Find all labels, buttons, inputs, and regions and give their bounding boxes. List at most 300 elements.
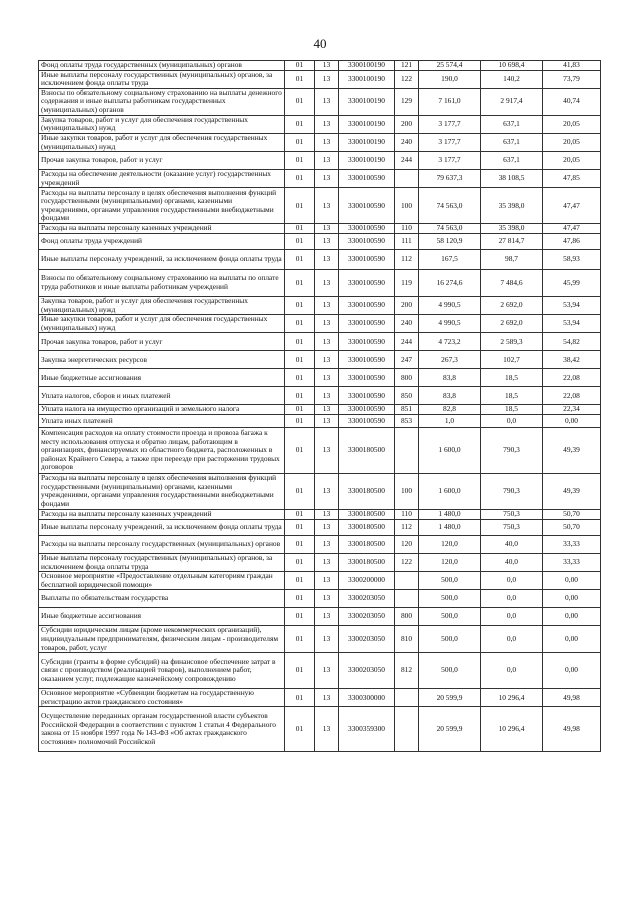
cell-exec: 637,1 xyxy=(481,115,543,133)
cell-sub: 13 xyxy=(315,405,339,415)
cell-type xyxy=(395,707,419,752)
table-row xyxy=(39,427,601,473)
cell-type: 110 xyxy=(395,224,419,234)
table-row xyxy=(39,590,601,608)
cell-exec: 0,0 xyxy=(481,414,543,427)
cell-exec: 790,3 xyxy=(481,427,543,473)
cell-art: 3300203050 xyxy=(339,590,395,608)
cell-type: 244 xyxy=(395,152,419,170)
cell-art: 3300203050 xyxy=(339,626,395,653)
cell-art: 3300180500 xyxy=(339,519,395,535)
cell-exec: 637,1 xyxy=(481,133,543,151)
cell-plan: 4 723,2 xyxy=(419,333,481,351)
cell-name: Выплаты по обязательствам государства xyxy=(39,590,285,608)
cell-plan: 190,0 xyxy=(419,70,481,88)
cell-plan: 83,8 xyxy=(419,369,481,387)
cell-sub: 13 xyxy=(315,473,339,509)
cell-pct: 0,00 xyxy=(543,653,601,689)
cell-art: 3300100590 xyxy=(339,387,395,405)
cell-sec: 01 xyxy=(285,269,315,296)
cell-plan: 500,0 xyxy=(419,608,481,626)
cell-type: 119 xyxy=(395,269,419,296)
cell-pct: 50,70 xyxy=(543,519,601,535)
cell-sub: 13 xyxy=(315,70,339,88)
cell-type: 110 xyxy=(395,509,419,519)
cell-type: 800 xyxy=(395,608,419,626)
cell-sub: 13 xyxy=(315,653,339,689)
table-row xyxy=(39,608,601,626)
cell-name: Субсидии юридическим лицам (кроме некоммерческих организаций), индивидуальным предпринимателям, физическим лицам - производителям товаров, работ, услуг xyxy=(39,626,285,653)
cell-plan: 167,5 xyxy=(419,249,481,269)
cell-sec: 01 xyxy=(285,553,315,571)
table-row xyxy=(39,351,601,369)
cell-sub: 13 xyxy=(315,170,339,188)
cell-sub: 13 xyxy=(315,535,339,553)
cell-art: 3300300000 xyxy=(339,689,395,707)
cell-art: 3300100590 xyxy=(339,369,395,387)
cell-sub: 13 xyxy=(315,608,339,626)
table-row xyxy=(39,88,601,115)
cell-plan: 83,8 xyxy=(419,387,481,405)
table-row xyxy=(39,369,601,387)
cell-type xyxy=(395,689,419,707)
cell-sec: 01 xyxy=(285,689,315,707)
cell-art: 3300100590 xyxy=(339,269,395,296)
cell-pct: 33,33 xyxy=(543,535,601,553)
cell-name: Расходы на выплаты персоналу казенных учреждений xyxy=(39,509,285,519)
cell-art: 3300100190 xyxy=(339,88,395,115)
cell-exec: 18,5 xyxy=(481,405,543,415)
cell-art: 3300100190 xyxy=(339,70,395,88)
cell-type xyxy=(395,590,419,608)
cell-art: 3300100190 xyxy=(339,152,395,170)
cell-art: 3300100590 xyxy=(339,170,395,188)
cell-sub: 13 xyxy=(315,61,339,71)
cell-plan: 4 990,5 xyxy=(419,296,481,314)
cell-art: 3300180500 xyxy=(339,509,395,519)
cell-sec: 01 xyxy=(285,626,315,653)
table-row xyxy=(39,414,601,427)
cell-pct: 49,98 xyxy=(543,707,601,752)
cell-sec: 01 xyxy=(285,387,315,405)
table-body xyxy=(39,61,601,752)
table-row xyxy=(39,333,601,351)
cell-sec: 01 xyxy=(285,224,315,234)
table-row xyxy=(39,188,601,224)
cell-pct: 33,33 xyxy=(543,553,601,571)
cell-type: 200 xyxy=(395,115,419,133)
budget-table xyxy=(38,60,601,752)
cell-sub: 13 xyxy=(315,152,339,170)
cell-sec: 01 xyxy=(285,333,315,351)
cell-exec: 27 814,7 xyxy=(481,233,543,249)
cell-exec: 40,0 xyxy=(481,535,543,553)
cell-name: Расходы на выплаты персоналу казенных учреждений xyxy=(39,224,285,234)
cell-name: Иные выплаты персоналу учреждений, за исключением фонда оплаты труда xyxy=(39,519,285,535)
cell-pct: 22,08 xyxy=(543,369,601,387)
table-row xyxy=(39,269,601,296)
cell-type: 129 xyxy=(395,88,419,115)
cell-plan: 25 574,4 xyxy=(419,61,481,71)
cell-sec: 01 xyxy=(285,133,315,151)
cell-art: 3300180500 xyxy=(339,473,395,509)
cell-sub: 13 xyxy=(315,414,339,427)
cell-sec: 01 xyxy=(285,61,315,71)
cell-pct: 47,85 xyxy=(543,170,601,188)
table-row xyxy=(39,535,601,553)
cell-name: Иные бюджетные ассигнования xyxy=(39,369,285,387)
cell-sec: 01 xyxy=(285,473,315,509)
table-row xyxy=(39,572,601,590)
cell-exec: 10 698,4 xyxy=(481,61,543,71)
cell-exec: 2 692,0 xyxy=(481,296,543,314)
cell-name: Иные выплаты персоналу государственных (муниципальных) органов, за исключением фонда оплаты труда xyxy=(39,553,285,571)
cell-name: Закупка товаров, работ и услуг для обеспечения государственных (муниципальных) нужд xyxy=(39,296,285,314)
cell-sec: 01 xyxy=(285,535,315,553)
cell-art: 3300100190 xyxy=(339,115,395,133)
table-row xyxy=(39,133,601,151)
cell-art: 3300100590 xyxy=(339,233,395,249)
cell-sub: 13 xyxy=(315,351,339,369)
cell-art: 3300100590 xyxy=(339,351,395,369)
cell-name: Взносы по обязательному социальному страхованию на выплаты по оплате труда работников и иные выплаты работникам учреждений xyxy=(39,269,285,296)
cell-plan: 3 177,7 xyxy=(419,115,481,133)
cell-type: 122 xyxy=(395,553,419,571)
cell-sec: 01 xyxy=(285,188,315,224)
cell-pct: 0,00 xyxy=(543,626,601,653)
cell-art: 3300203050 xyxy=(339,608,395,626)
cell-sec: 01 xyxy=(285,152,315,170)
cell-sec: 01 xyxy=(285,249,315,269)
cell-plan: 4 990,5 xyxy=(419,315,481,333)
cell-sub: 13 xyxy=(315,509,339,519)
cell-pct: 41,83 xyxy=(543,61,601,71)
cell-sub: 13 xyxy=(315,88,339,115)
cell-pct: 20,05 xyxy=(543,152,601,170)
cell-art: 3300100590 xyxy=(339,224,395,234)
cell-name: Расходы на обеспечение деятельности (оказание услуг) государственных учреждений xyxy=(39,170,285,188)
cell-exec: 10 296,4 xyxy=(481,689,543,707)
cell-exec: 0,0 xyxy=(481,626,543,653)
cell-type: 853 xyxy=(395,414,419,427)
cell-exec: 0,0 xyxy=(481,653,543,689)
cell-type: 244 xyxy=(395,333,419,351)
table-row xyxy=(39,233,601,249)
cell-sub: 13 xyxy=(315,333,339,351)
cell-art: 3300100590 xyxy=(339,414,395,427)
cell-type: 240 xyxy=(395,133,419,151)
cell-name: Уплата налогов, сборов и иных платежей xyxy=(39,387,285,405)
cell-exec: 18,5 xyxy=(481,387,543,405)
cell-plan: 82,8 xyxy=(419,405,481,415)
cell-exec: 18,5 xyxy=(481,369,543,387)
cell-pct: 40,74 xyxy=(543,88,601,115)
table-row xyxy=(39,553,601,571)
cell-exec: 0,0 xyxy=(481,608,543,626)
cell-exec: 0,0 xyxy=(481,572,543,590)
table-row xyxy=(39,405,601,415)
cell-art: 3300203050 xyxy=(339,653,395,689)
page-number: 40 xyxy=(313,36,327,51)
cell-type: 120 xyxy=(395,535,419,553)
cell-sec: 01 xyxy=(285,608,315,626)
cell-plan: 7 161,0 xyxy=(419,88,481,115)
cell-sub: 13 xyxy=(315,369,339,387)
cell-exec: 10 296,4 xyxy=(481,707,543,752)
cell-sub: 13 xyxy=(315,315,339,333)
cell-type: 100 xyxy=(395,188,419,224)
cell-pct: 73,79 xyxy=(543,70,601,88)
cell-name: Фонд оплаты труда учреждений xyxy=(39,233,285,249)
cell-exec: 2 917,4 xyxy=(481,88,543,115)
cell-plan: 79 637,3 xyxy=(419,170,481,188)
cell-art: 3300100590 xyxy=(339,333,395,351)
table-row xyxy=(39,509,601,519)
table-row xyxy=(39,249,601,269)
cell-sec: 01 xyxy=(285,653,315,689)
table-row xyxy=(39,707,601,752)
cell-name: Расходы на выплаты персоналу в целях обеспечения выполнения функций государственными (муниципальными) органами, казенными учреждениями, органами управления государственными внебюджетными фондами xyxy=(39,473,285,509)
cell-plan: 74 563,0 xyxy=(419,188,481,224)
cell-type: 112 xyxy=(395,519,419,535)
cell-sec: 01 xyxy=(285,519,315,535)
cell-exec: 102,7 xyxy=(481,351,543,369)
cell-art: 3300100590 xyxy=(339,296,395,314)
table-row xyxy=(39,387,601,405)
cell-sec: 01 xyxy=(285,296,315,314)
cell-pct: 20,05 xyxy=(543,115,601,133)
cell-plan: 500,0 xyxy=(419,653,481,689)
cell-sub: 13 xyxy=(315,269,339,296)
cell-pct: 0,00 xyxy=(543,608,601,626)
table-row xyxy=(39,689,601,707)
cell-exec: 750,3 xyxy=(481,519,543,535)
cell-pct: 50,70 xyxy=(543,509,601,519)
cell-plan: 1 600,0 xyxy=(419,473,481,509)
cell-name: Субсидии (гранты в форме субсидий) на финансовое обеспечение затрат в связи с производством (реализацией товаров), выполнением работ, оказанием услуг, подлежащие казначейскому сопровождению xyxy=(39,653,285,689)
cell-sub: 13 xyxy=(315,707,339,752)
cell-pct: 22,08 xyxy=(543,387,601,405)
cell-pct: 53,94 xyxy=(543,315,601,333)
table-row xyxy=(39,152,601,170)
cell-sec: 01 xyxy=(285,351,315,369)
cell-exec: 790,3 xyxy=(481,473,543,509)
table-row xyxy=(39,170,601,188)
cell-sub: 13 xyxy=(315,427,339,473)
cell-sec: 01 xyxy=(285,405,315,415)
cell-sub: 13 xyxy=(315,590,339,608)
cell-art: 3300180500 xyxy=(339,427,395,473)
cell-sub: 13 xyxy=(315,626,339,653)
cell-type: 100 xyxy=(395,473,419,509)
cell-sec: 01 xyxy=(285,115,315,133)
cell-plan: 16 274,6 xyxy=(419,269,481,296)
cell-type: 812 xyxy=(395,653,419,689)
cell-name: Расходы на выплаты персоналу в целях обеспечения выполнения функций государственными (муниципальными) органами, казенными учреждениями, органами управления государственными внебюджетными фондами xyxy=(39,188,285,224)
cell-exec: 140,2 xyxy=(481,70,543,88)
cell-plan: 3 177,7 xyxy=(419,152,481,170)
cell-sub: 13 xyxy=(315,115,339,133)
cell-name: Осуществление переданных органам государственной власти субъектов Российской Федерации в соответствии с пунктом 1 статьи 4 Федерального закона от 15 ноября 1997 года № 143-ФЗ «Об актах гражданского состояния» полномочий Российской xyxy=(39,707,285,752)
cell-pct: 45,99 xyxy=(543,269,601,296)
cell-exec: 98,7 xyxy=(481,249,543,269)
cell-type xyxy=(395,427,419,473)
cell-plan: 1,0 xyxy=(419,414,481,427)
cell-sec: 01 xyxy=(285,315,315,333)
cell-plan: 1 480,0 xyxy=(419,519,481,535)
cell-exec: 637,1 xyxy=(481,152,543,170)
cell-exec: 40,0 xyxy=(481,553,543,571)
cell-sub: 13 xyxy=(315,553,339,571)
table-row xyxy=(39,224,601,234)
cell-name: Уплата иных платежей xyxy=(39,414,285,427)
cell-art: 3300180500 xyxy=(339,535,395,553)
cell-plan: 1 480,0 xyxy=(419,509,481,519)
cell-art: 3300100590 xyxy=(339,315,395,333)
cell-sec: 01 xyxy=(285,70,315,88)
cell-plan: 500,0 xyxy=(419,572,481,590)
table-row xyxy=(39,653,601,689)
cell-plan: 58 120,9 xyxy=(419,233,481,249)
cell-sec: 01 xyxy=(285,369,315,387)
cell-name: Расходы на выплаты персоналу государственных (муниципальных) органов xyxy=(39,535,285,553)
cell-sub: 13 xyxy=(315,689,339,707)
cell-name: Прочая закупка товаров, работ и услуг xyxy=(39,333,285,351)
cell-exec: 0,0 xyxy=(481,590,543,608)
cell-pct: 22,34 xyxy=(543,405,601,415)
cell-pct: 0,00 xyxy=(543,590,601,608)
cell-exec: 35 398,0 xyxy=(481,224,543,234)
cell-pct: 47,47 xyxy=(543,188,601,224)
cell-plan: 3 177,7 xyxy=(419,133,481,151)
cell-name: Основное мероприятие «Субвенции бюджетам на государственную регистрацию актов гражданского состояния» xyxy=(39,689,285,707)
cell-plan: 120,0 xyxy=(419,535,481,553)
cell-art: 3300100190 xyxy=(339,133,395,151)
cell-plan: 20 599,9 xyxy=(419,707,481,752)
cell-exec: 2 589,3 xyxy=(481,333,543,351)
cell-name: Закупка энергетических ресурсов xyxy=(39,351,285,369)
cell-sec: 01 xyxy=(285,170,315,188)
table-row xyxy=(39,519,601,535)
cell-type: 111 xyxy=(395,233,419,249)
cell-type: 851 xyxy=(395,405,419,415)
cell-art: 3300100590 xyxy=(339,405,395,415)
cell-name: Иные выплаты персоналу учреждений, за исключением фонда оплаты труда xyxy=(39,249,285,269)
table-row xyxy=(39,70,601,88)
cell-sub: 13 xyxy=(315,296,339,314)
cell-type: 240 xyxy=(395,315,419,333)
cell-art: 3300180500 xyxy=(339,553,395,571)
cell-name: Основное мероприятие «Предоставление отдельным категориям граждан бесплатной юридической помощи» xyxy=(39,572,285,590)
cell-plan: 74 563,0 xyxy=(419,224,481,234)
cell-pct: 49,39 xyxy=(543,427,601,473)
cell-type: 810 xyxy=(395,626,419,653)
cell-art: 3300200000 xyxy=(339,572,395,590)
table-row xyxy=(39,115,601,133)
cell-exec: 35 398,0 xyxy=(481,188,543,224)
cell-plan: 500,0 xyxy=(419,626,481,653)
cell-pct: 49,98 xyxy=(543,689,601,707)
cell-type: 850 xyxy=(395,387,419,405)
cell-pct: 54,82 xyxy=(543,333,601,351)
cell-sec: 01 xyxy=(285,414,315,427)
cell-sub: 13 xyxy=(315,572,339,590)
cell-sub: 13 xyxy=(315,224,339,234)
cell-sec: 01 xyxy=(285,509,315,519)
cell-pct: 0,00 xyxy=(543,414,601,427)
cell-pct: 47,86 xyxy=(543,233,601,249)
cell-plan: 267,3 xyxy=(419,351,481,369)
cell-pct: 0,00 xyxy=(543,572,601,590)
table-row xyxy=(39,473,601,509)
cell-name: Закупка товаров, работ и услуг для обеспечения государственных (муниципальных) нужд xyxy=(39,115,285,133)
cell-plan: 120,0 xyxy=(419,553,481,571)
cell-name: Взносы по обязательному социальному страхованию на выплаты денежного содержания и иные выплаты работникам государственных (муниципальных) органов xyxy=(39,88,285,115)
cell-type xyxy=(395,572,419,590)
cell-plan: 20 599,9 xyxy=(419,689,481,707)
cell-sec: 01 xyxy=(285,88,315,115)
cell-type xyxy=(395,170,419,188)
cell-sec: 01 xyxy=(285,590,315,608)
cell-type: 247 xyxy=(395,351,419,369)
cell-type: 121 xyxy=(395,61,419,71)
cell-name: Компенсация расходов на оплату стоимости проезда и провоза багажа к месту использования отпуска и обратно лицам, работающим в организациях, финансируемых из областного бюджета, расположенных в районах Крайнего Севера, а также при переезде при расторжении трудовых договоров xyxy=(39,427,285,473)
cell-type: 200 xyxy=(395,296,419,314)
cell-art: 3300100590 xyxy=(339,249,395,269)
cell-art: 3300100590 xyxy=(339,188,395,224)
cell-type: 800 xyxy=(395,369,419,387)
cell-exec: 7 484,6 xyxy=(481,269,543,296)
cell-exec: 2 692,0 xyxy=(481,315,543,333)
cell-art: 3300100190 xyxy=(339,61,395,71)
cell-pct: 49,39 xyxy=(543,473,601,509)
cell-pct: 47,47 xyxy=(543,224,601,234)
cell-sub: 13 xyxy=(315,519,339,535)
table-row xyxy=(39,296,601,314)
cell-sec: 01 xyxy=(285,233,315,249)
table-row xyxy=(39,61,601,71)
cell-sub: 13 xyxy=(315,188,339,224)
cell-name: Фонд оплаты труда государственных (муниципальных) органов xyxy=(39,61,285,71)
cell-exec: 38 108,5 xyxy=(481,170,543,188)
cell-plan: 1 600,0 xyxy=(419,427,481,473)
cell-sub: 13 xyxy=(315,233,339,249)
cell-sec: 01 xyxy=(285,427,315,473)
cell-art: 3300359300 xyxy=(339,707,395,752)
cell-name: Иные бюджетные ассигнования xyxy=(39,608,285,626)
cell-name: Иные закупки товаров, работ и услуг для обеспечения государственных (муниципальных) нужд xyxy=(39,133,285,151)
cell-pct: 20,05 xyxy=(543,133,601,151)
cell-name: Прочая закупка товаров, работ и услуг xyxy=(39,152,285,170)
cell-name: Уплата налога на имущество организаций и земельного налога xyxy=(39,405,285,415)
cell-name: Иные выплаты персоналу государственных (муниципальных) органов, за исключением фонда оплаты труда xyxy=(39,70,285,88)
cell-pct: 53,94 xyxy=(543,296,601,314)
cell-name: Иные закупки товаров, работ и услуг для обеспечения государственных (муниципальных) нужд xyxy=(39,315,285,333)
cell-sec: 01 xyxy=(285,572,315,590)
table-row xyxy=(39,626,601,653)
cell-sub: 13 xyxy=(315,133,339,151)
cell-type: 112 xyxy=(395,249,419,269)
cell-plan: 500,0 xyxy=(419,590,481,608)
cell-sec: 01 xyxy=(285,707,315,752)
cell-pct: 38,42 xyxy=(543,351,601,369)
cell-sub: 13 xyxy=(315,387,339,405)
cell-sub: 13 xyxy=(315,249,339,269)
table-row xyxy=(39,315,601,333)
cell-exec: 750,3 xyxy=(481,509,543,519)
cell-pct: 58,93 xyxy=(543,249,601,269)
cell-type: 122 xyxy=(395,70,419,88)
